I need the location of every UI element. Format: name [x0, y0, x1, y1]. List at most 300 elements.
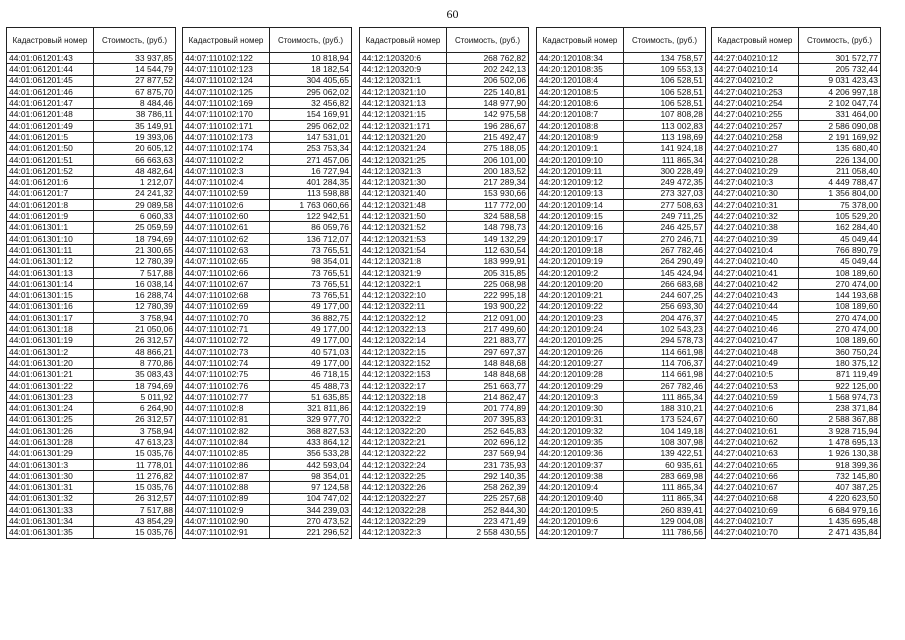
cost-value: 49 177,00	[270, 301, 352, 312]
cost-value: 14 544,79	[94, 64, 176, 75]
cost-value: 205 315,85	[447, 267, 529, 278]
cost-value: 21 050,06	[94, 324, 176, 335]
cost-value: 202 696,12	[447, 437, 529, 448]
cost-value: 66 663,63	[94, 154, 176, 165]
page-number: 60	[446, 7, 459, 21]
cost-value: 401 284,35	[270, 177, 352, 188]
cost-value: 283 669,98	[624, 470, 706, 481]
cadastral-number: 44:20:120109:18	[537, 245, 624, 256]
table-row	[712, 256, 881, 267]
table-row	[7, 53, 176, 64]
cadastral-number: 44:01:061301:1	[7, 222, 94, 233]
cost-value: 270 474,00	[799, 312, 881, 323]
cadastral-number: 44:27:040210:257	[712, 120, 799, 131]
cadastral-number: 44:20:120109:25	[537, 335, 624, 346]
cost-value: 271 457,06	[270, 154, 352, 165]
cost-value: 304 405,65	[270, 75, 352, 86]
table-row	[360, 346, 529, 357]
cadastral-number: 44:07:110102:63	[183, 245, 270, 256]
cost-value: 20 605,12	[94, 143, 176, 154]
table-row	[537, 165, 706, 176]
cadastral-table	[536, 27, 706, 539]
cost-value: 135 680,40	[799, 143, 881, 154]
cost-value: 331 464,00	[799, 109, 881, 120]
table-header-row	[183, 28, 352, 53]
cost-value: 29 089,58	[94, 199, 176, 210]
cost-value: 294 578,73	[624, 335, 706, 346]
cadastral-number: 44:12:120321:40	[360, 188, 447, 199]
cadastral-number: 44:20:120109:29	[537, 380, 624, 391]
table-row	[537, 459, 706, 470]
cadastral-number: 44:07:110102:62	[183, 233, 270, 244]
cost-value: 188 310,21	[624, 403, 706, 414]
table-row	[7, 278, 176, 289]
cadastral-number: 44:12:120321:13	[360, 98, 447, 109]
cadastral-number: 44:20:120109:24	[537, 324, 624, 335]
table-row	[537, 233, 706, 244]
cost-value: 264 290,49	[624, 256, 706, 267]
cadastral-number: 44:20:120109:13	[537, 188, 624, 199]
header-cost: Стоимость, (руб.)	[94, 28, 176, 53]
cadastral-number: 44:20:120109:36	[537, 448, 624, 459]
table-row	[7, 154, 176, 165]
cadastral-number: 44:12:120322:1	[360, 278, 447, 289]
cadastral-number: 44:12:120322:11	[360, 301, 447, 312]
table-row	[537, 211, 706, 222]
table-row	[712, 346, 881, 357]
table-row	[360, 245, 529, 256]
table-row	[537, 358, 706, 369]
cadastral-number: 44:12:120322:26	[360, 482, 447, 493]
table-row	[7, 98, 176, 109]
cadastral-number: 44:27:040210:255	[712, 109, 799, 120]
cadastral-number: 44:01:061301:33	[7, 504, 94, 515]
table-row	[183, 504, 352, 515]
table-row	[360, 233, 529, 244]
cost-value: 12 780,39	[94, 256, 176, 267]
cost-value: 200 183,52	[447, 165, 529, 176]
cadastral-number: 44:07:110102:65	[183, 256, 270, 267]
cost-value: 249 472,35	[624, 177, 706, 188]
table-row	[183, 324, 352, 335]
cost-value: 2 588 367,88	[799, 414, 881, 425]
cost-value: 73 765,51	[270, 245, 352, 256]
table-row	[712, 516, 881, 527]
cost-value: 162 284,40	[799, 222, 881, 233]
cost-value: 214 862,47	[447, 391, 529, 402]
header-cost: Стоимость, (руб.)	[624, 28, 706, 53]
cost-value: 142 975,58	[447, 109, 529, 120]
table-row	[7, 414, 176, 425]
cost-value: 6 684 979,16	[799, 504, 881, 515]
table-row	[360, 98, 529, 109]
cadastral-number: 44:27:040210:46	[712, 324, 799, 335]
table-row	[712, 75, 881, 86]
cadastral-number: 44:20:120109:6	[537, 516, 624, 527]
cadastral-number: 44:01:061301:22	[7, 380, 94, 391]
cost-value: 15 035,76	[94, 527, 176, 538]
cadastral-number: 44:12:120322:13	[360, 324, 447, 335]
cost-value: 201 774,89	[447, 403, 529, 414]
table-row	[360, 324, 529, 335]
table-row	[712, 267, 881, 278]
cost-value: 442 593,04	[270, 459, 352, 470]
table-row	[712, 278, 881, 289]
cadastral-number: 44:07:110102:69	[183, 301, 270, 312]
table-header-row	[712, 28, 881, 53]
table-row	[537, 267, 706, 278]
table-row	[360, 301, 529, 312]
table-row	[360, 527, 529, 538]
table-row	[712, 64, 881, 75]
cadastral-number: 44:27:040210:12	[712, 53, 799, 64]
header-cadastral-number: Кадастровый номер	[537, 28, 624, 53]
table-row	[7, 267, 176, 278]
cadastral-number: 44:07:110102:169	[183, 98, 270, 109]
table-row	[183, 64, 352, 75]
table-row	[712, 143, 881, 154]
cadastral-number: 44:20:120108:9	[537, 132, 624, 143]
table-row	[7, 312, 176, 323]
cadastral-number: 44:01:061201:6	[7, 177, 94, 188]
table-row	[712, 199, 881, 210]
cost-value: 7 517,88	[94, 504, 176, 515]
cadastral-number: 44:20:120108:35	[537, 64, 624, 75]
cost-value: 48 482,64	[94, 165, 176, 176]
table-row	[7, 403, 176, 414]
table-row	[712, 312, 881, 323]
cadastral-number: 44:20:120109:26	[537, 346, 624, 357]
cost-value: 2 102 047,74	[799, 98, 881, 109]
cadastral-number: 44:12:120320:6	[360, 53, 447, 64]
cost-value: 6 264,90	[94, 403, 176, 414]
cost-value: 1 568 974,73	[799, 391, 881, 402]
table-row	[183, 233, 352, 244]
table-row	[183, 301, 352, 312]
table-row	[360, 109, 529, 120]
cost-value: 3 928 715,94	[799, 425, 881, 436]
cadastral-number: 44:01:061301:29	[7, 448, 94, 459]
cadastral-number: 44:27:040210:29	[712, 165, 799, 176]
cost-value: 45 049,44	[799, 233, 881, 244]
cadastral-number: 44:01:061301:26	[7, 425, 94, 436]
cadastral-number: 44:20:120109:22	[537, 301, 624, 312]
table-row	[537, 301, 706, 312]
cost-value: 207 395,83	[447, 414, 529, 425]
cost-value: 26 312,57	[94, 493, 176, 504]
cadastral-number: 44:27:040210:42	[712, 278, 799, 289]
cadastral-number: 44:27:040210:28	[712, 154, 799, 165]
table-row	[360, 482, 529, 493]
cadastral-number: 44:12:120321:1	[360, 75, 447, 86]
table-row	[712, 437, 881, 448]
table-row	[183, 177, 352, 188]
cost-value: 5 011,92	[94, 391, 176, 402]
cadastral-number: 44:20:120108:8	[537, 120, 624, 131]
cadastral-number: 44:20:120109:10	[537, 154, 624, 165]
cadastral-number: 44:01:061301:32	[7, 493, 94, 504]
table-row	[7, 425, 176, 436]
cadastral-table	[711, 27, 881, 539]
cadastral-number: 44:01:061301:18	[7, 324, 94, 335]
cost-value: 12 780,39	[94, 301, 176, 312]
table-row	[183, 211, 352, 222]
cadastral-number: 44:27:040210:60	[712, 414, 799, 425]
cost-value: 111 865,34	[624, 493, 706, 504]
cadastral-number: 44:01:061301:20	[7, 358, 94, 369]
table-row	[712, 482, 881, 493]
cadastral-number: 44:07:110102:6	[183, 199, 270, 210]
table-row	[360, 369, 529, 380]
cost-value: 918 399,36	[799, 459, 881, 470]
cadastral-number: 44:20:120109:27	[537, 358, 624, 369]
cost-value: 273 327,03	[624, 188, 706, 199]
table-row	[537, 414, 706, 425]
cadastral-number: 44:20:120108:6	[537, 98, 624, 109]
cost-value: 251 663,77	[447, 380, 529, 391]
cadastral-number: 44:01:061201:51	[7, 154, 94, 165]
cost-value: 114 661,98	[624, 369, 706, 380]
cadastral-number: 44:27:040210:7	[712, 516, 799, 527]
cadastral-number: 44:27:040210:5	[712, 369, 799, 380]
cadastral-table	[182, 27, 352, 539]
table-row	[7, 120, 176, 131]
table-header-row	[537, 28, 706, 53]
cost-value: 204 476,37	[624, 312, 706, 323]
cost-value: 106 528,51	[624, 75, 706, 86]
table-row	[183, 448, 352, 459]
cost-value: 4 220 623,50	[799, 493, 881, 504]
table-row	[712, 120, 881, 131]
table-row	[360, 470, 529, 481]
cost-value: 144 193,68	[799, 290, 881, 301]
cadastral-number: 44:20:120109:28	[537, 369, 624, 380]
cadastral-number: 44:07:110102:123	[183, 64, 270, 75]
cost-value: 47 613,23	[94, 437, 176, 448]
cadastral-number: 44:20:120109:5	[537, 504, 624, 515]
cadastral-number: 44:12:120321:15	[360, 109, 447, 120]
cost-value: 43 854,29	[94, 516, 176, 527]
cadastral-number: 44:20:120109:11	[537, 165, 624, 176]
table-row	[537, 177, 706, 188]
table-row	[7, 211, 176, 222]
cost-value: 108 307,98	[624, 437, 706, 448]
cost-value: 360 750,24	[799, 346, 881, 357]
cadastral-number: 44:01:061301:17	[7, 312, 94, 323]
cadastral-number: 44:07:110102:61	[183, 222, 270, 233]
cadastral-number: 44:27:040210:258	[712, 132, 799, 143]
cost-value: 105 529,20	[799, 211, 881, 222]
table-row	[7, 459, 176, 470]
cadastral-number: 44:07:110102:76	[183, 380, 270, 391]
table-row	[183, 358, 352, 369]
table-row	[712, 98, 881, 109]
table-row	[712, 222, 881, 233]
table-row	[537, 290, 706, 301]
cost-value: 329 977,70	[270, 414, 352, 425]
table-row	[712, 403, 881, 414]
cadastral-number: 44:20:120109:14	[537, 199, 624, 210]
cadastral-number: 44:27:040210:61	[712, 425, 799, 436]
cadastral-number: 44:01:061301:2	[7, 346, 94, 357]
table-row	[7, 527, 176, 538]
cost-value: 295 062,02	[270, 86, 352, 97]
table-row	[7, 504, 176, 515]
cadastral-number: 44:20:120109:37	[537, 459, 624, 470]
table-row	[183, 188, 352, 199]
cost-value: 7 517,88	[94, 267, 176, 278]
cadastral-number: 44:27:040210:14	[712, 64, 799, 75]
cost-value: 407 387,25	[799, 482, 881, 493]
cadastral-number: 44:07:110102:4	[183, 177, 270, 188]
cadastral-number: 44:07:110102:81	[183, 414, 270, 425]
cadastral-number: 44:20:120109:19	[537, 256, 624, 267]
table-row	[537, 222, 706, 233]
cost-value: 221 296,52	[270, 527, 352, 538]
cadastral-number: 44:07:110102:171	[183, 120, 270, 131]
cadastral-number: 44:12:120320:9	[360, 64, 447, 75]
cost-value: 35 083,43	[94, 369, 176, 380]
cost-value: 113 598,88	[270, 188, 352, 199]
cost-value: 51 635,85	[270, 391, 352, 402]
cost-value: 18 794,69	[94, 380, 176, 391]
cadastral-number: 44:01:061201:50	[7, 143, 94, 154]
table-row	[183, 437, 352, 448]
cadastral-number: 44:12:120321:24	[360, 143, 447, 154]
table-row	[360, 222, 529, 233]
table-row	[360, 380, 529, 391]
cadastral-number: 44:20:120108:7	[537, 109, 624, 120]
cadastral-number: 44:07:110102:124	[183, 75, 270, 86]
cadastral-number: 44:27:040210:66	[712, 470, 799, 481]
cost-value: 256 693,30	[624, 301, 706, 312]
cost-value: 49 177,00	[270, 358, 352, 369]
table-row	[7, 222, 176, 233]
cost-value: 98 354,01	[270, 256, 352, 267]
cost-value: 16 038,14	[94, 278, 176, 289]
cost-value: 106 528,51	[624, 86, 706, 97]
cadastral-number: 44:01:061301:24	[7, 403, 94, 414]
table-row	[7, 470, 176, 481]
cost-value: 75 378,00	[799, 199, 881, 210]
table-row	[7, 346, 176, 357]
table-row	[537, 425, 706, 436]
cadastral-number: 44:27:040210:38	[712, 222, 799, 233]
cadastral-number: 44:01:061201:9	[7, 211, 94, 222]
cost-value: 16 727,94	[270, 165, 352, 176]
table-row	[7, 233, 176, 244]
cadastral-number: 44:07:110102:173	[183, 132, 270, 143]
cost-value: 11 276,82	[94, 470, 176, 481]
cost-value: 113 198,69	[624, 132, 706, 143]
table-row	[7, 177, 176, 188]
cadastral-number: 44:27:040210:68	[712, 493, 799, 504]
cadastral-number: 44:27:040210:2	[712, 75, 799, 86]
table-row	[712, 493, 881, 504]
cadastral-number: 44:27:040210:48	[712, 346, 799, 357]
cost-value: 6 060,33	[94, 211, 176, 222]
table-row	[712, 188, 881, 199]
table-row	[537, 199, 706, 210]
cadastral-number: 44:01:061201:47	[7, 98, 94, 109]
cost-value: 297 697,37	[447, 346, 529, 357]
table-row	[712, 391, 881, 402]
table-row	[712, 177, 881, 188]
cost-value: 109 553,13	[624, 64, 706, 75]
cost-value: 40 571,03	[270, 346, 352, 357]
cadastral-number: 44:01:061201:49	[7, 120, 94, 131]
cost-value: 871 119,49	[799, 369, 881, 380]
cost-value: 246 425,57	[624, 222, 706, 233]
cadastral-number: 44:27:040210:40	[712, 256, 799, 267]
cost-value: 206 502,06	[447, 75, 529, 86]
table-row	[537, 437, 706, 448]
cadastral-number: 44:01:061301:25	[7, 414, 94, 425]
table-row	[360, 493, 529, 504]
cadastral-number: 44:27:040210:41	[712, 267, 799, 278]
table-row	[712, 335, 881, 346]
cost-value: 27 877,52	[94, 75, 176, 86]
cost-value: 173 524,67	[624, 414, 706, 425]
cost-value: 260 839,41	[624, 504, 706, 515]
cost-value: 1 212,07	[94, 177, 176, 188]
cadastral-number: 44:20:120109:32	[537, 425, 624, 436]
cost-value: 270 474,00	[799, 324, 881, 335]
table-row	[712, 154, 881, 165]
table-row	[712, 301, 881, 312]
cost-value: 211 058,40	[799, 165, 881, 176]
table-row	[537, 504, 706, 515]
cost-value: 18 794,69	[94, 233, 176, 244]
cadastral-number: 44:07:110102:72	[183, 335, 270, 346]
cadastral-number: 44:01:061301:34	[7, 516, 94, 527]
cadastral-number: 44:12:120322:14	[360, 335, 447, 346]
cost-value: 205 732,44	[799, 64, 881, 75]
cadastral-number: 44:07:110102:90	[183, 516, 270, 527]
cost-value: 108 189,60	[799, 267, 881, 278]
cost-value: 32 456,82	[270, 98, 352, 109]
cost-value: 18 182,54	[270, 64, 352, 75]
table-row	[7, 516, 176, 527]
table-row	[7, 256, 176, 267]
cadastral-number: 44:27:040210:63	[712, 448, 799, 459]
table-header-row	[7, 28, 176, 53]
cadastral-number: 44:12:120321:54	[360, 245, 447, 256]
cadastral-number: 44:07:110102:86	[183, 459, 270, 470]
cost-value: 766 890,79	[799, 245, 881, 256]
cost-value: 2 558 430,55	[447, 527, 529, 538]
cost-value: 26 312,57	[94, 414, 176, 425]
table-row	[7, 64, 176, 75]
cost-value: 97 124,58	[270, 482, 352, 493]
cost-value: 104 149,18	[624, 425, 706, 436]
table-row	[7, 482, 176, 493]
cadastral-number: 44:01:061301:35	[7, 527, 94, 538]
table-row	[537, 380, 706, 391]
cost-value: 141 924,18	[624, 143, 706, 154]
table-row	[537, 527, 706, 538]
table-row	[360, 437, 529, 448]
cadastral-number: 44:07:110102:87	[183, 470, 270, 481]
cadastral-number: 44:12:120322:17	[360, 380, 447, 391]
cost-value: 3 758,94	[94, 425, 176, 436]
cadastral-number: 44:20:120109:17	[537, 233, 624, 244]
table-row	[183, 75, 352, 86]
cadastral-number: 44:12:120322:27	[360, 493, 447, 504]
cost-value: 225 257,68	[447, 493, 529, 504]
cadastral-number: 44:20:120108:5	[537, 86, 624, 97]
header-cadastral-number: Кадастровый номер	[712, 28, 799, 53]
